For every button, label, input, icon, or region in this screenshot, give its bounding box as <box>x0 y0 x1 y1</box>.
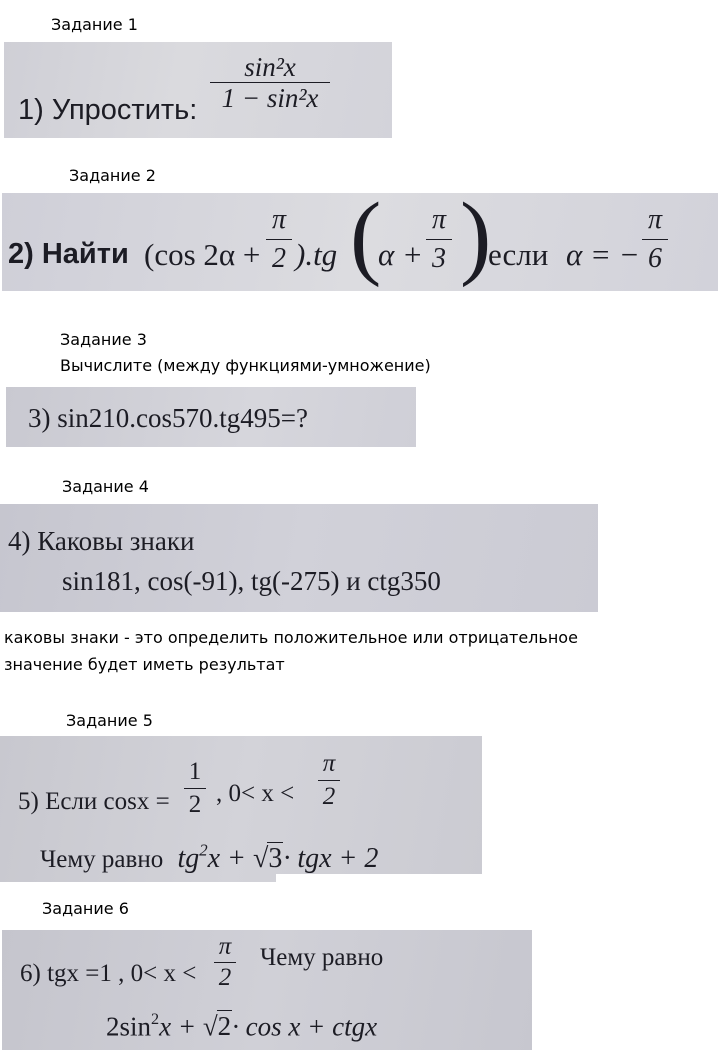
pi-symbol: π <box>431 204 447 235</box>
task-5-photo <box>0 736 482 882</box>
pi-symbol: π <box>271 204 287 235</box>
task-4-line-1: 4) Каковы знаки <box>8 526 195 556</box>
denominator: 2 <box>272 243 286 274</box>
denominator: 6 <box>648 243 662 274</box>
task-1-denominator: 1 − sin²x <box>221 83 319 113</box>
task-3-subtitle: Вычислите (между функциями-умножение) <box>60 356 431 375</box>
denominator: 2 <box>218 964 232 991</box>
expr-part: · cos x + ctgx <box>232 1011 378 1042</box>
exponent: 2 <box>199 840 208 859</box>
task-6-title: Задание 6 <box>42 899 129 918</box>
task-2-alpha-eq: α = − <box>566 237 640 272</box>
task-4-note-line-1: каковы знаки - это определить положительное или отрицательное <box>4 628 578 647</box>
task-5-label: 5) Если cosx = <box>18 788 170 815</box>
task-2-label: 2) Найти <box>8 238 129 270</box>
task-2-title: Задание 2 <box>69 166 156 185</box>
task-6-frac-pi-2 <box>214 932 236 993</box>
task-1-numerator: sin²x <box>244 52 296 82</box>
radicand: 2 <box>217 1011 232 1042</box>
task-2-expr-open: (cos 2α + <box>144 237 261 272</box>
task-5-line-2 <box>40 840 378 875</box>
task-4-photo <box>0 504 598 612</box>
pi-symbol: π <box>322 750 336 777</box>
task-1-photo <box>4 42 392 138</box>
task-1-title: Задание 1 <box>51 15 138 34</box>
task-3-title: Задание 3 <box>60 330 147 349</box>
denominator: 2 <box>322 783 336 810</box>
white-gap <box>276 874 496 886</box>
pi-symbol: π <box>647 204 663 235</box>
exponent: 2 <box>151 1010 160 1028</box>
task-2-if-text: если <box>488 237 549 272</box>
task-6-photo <box>2 930 532 1050</box>
task-4-note-line-2: значение будет иметь результат <box>4 655 285 674</box>
numerator: 1 <box>188 758 202 785</box>
expr-part: x + √ <box>207 842 269 874</box>
expr-part: tg <box>177 842 200 874</box>
pi-symbol: π <box>218 933 232 960</box>
task-1-label: 1) Упростить: <box>18 94 198 126</box>
task-4-line-2: sin181, cos(-91), tg(-275) и ctg350 <box>62 566 441 596</box>
task-6-label: 6) tgx =1 , 0< x < <box>20 960 197 987</box>
task-2-frac-pi-6 <box>642 201 668 278</box>
task-2-expr-mid: ).tg <box>295 237 338 272</box>
task-5-line-2-label: Чему равно <box>40 845 164 873</box>
task-5-title: Задание 5 <box>66 711 153 730</box>
task-2-photo <box>2 193 718 291</box>
task-6-question: Чему равно <box>260 944 384 971</box>
task-2-frac-pi-3 <box>426 201 452 278</box>
expr-part: 2sin <box>106 1011 152 1042</box>
left-paren: ( <box>350 193 382 288</box>
expr-part: · tgx + 2 <box>283 842 379 874</box>
radicand: 3 <box>268 842 283 874</box>
denominator: 3 <box>432 243 446 274</box>
task-5-frac-1-2 <box>184 756 206 821</box>
task-6-line-2 <box>106 1010 377 1042</box>
right-paren: ) <box>460 193 492 288</box>
denominator: 2 <box>188 791 202 818</box>
task-4-title: Задание 4 <box>62 477 149 496</box>
expr-part: x + √ <box>159 1011 218 1042</box>
task-1-fraction <box>210 52 330 113</box>
task-5-frac-pi-2 <box>318 748 340 813</box>
task-2-alpha-plus: α + <box>378 237 423 272</box>
task-3-photo <box>6 387 416 447</box>
task-5-expr <box>177 840 379 874</box>
task-5-range: , 0< x < <box>216 780 295 807</box>
task-2-frac-pi-2 <box>266 201 292 278</box>
task-3-problem: 3) sin210.cos570.tg495=? <box>28 403 308 433</box>
